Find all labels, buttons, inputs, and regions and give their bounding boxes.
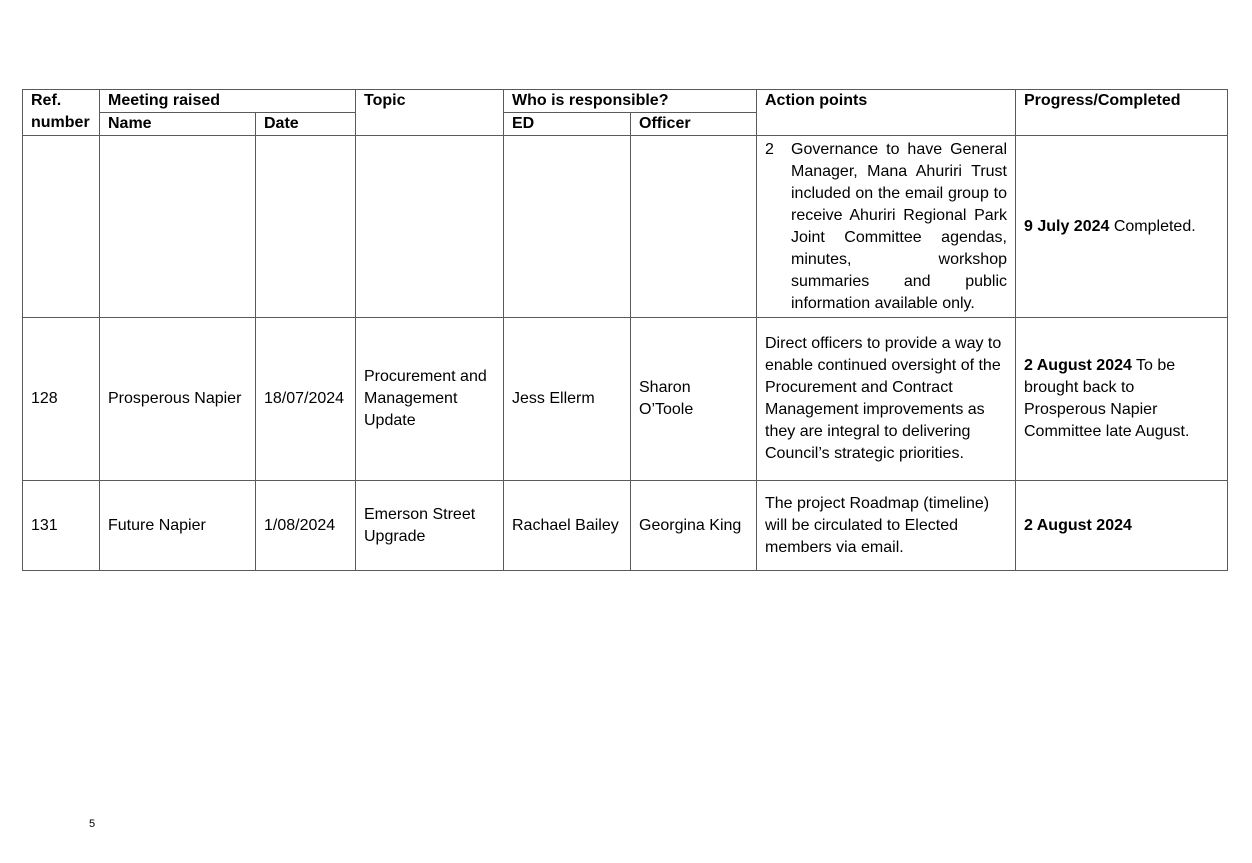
header-topic: Topic (356, 90, 504, 136)
cell-ref: 131 (23, 481, 100, 571)
cell-officer (631, 136, 757, 318)
header-name: Name (100, 113, 256, 136)
cell-date: 1/08/2024 (256, 481, 356, 571)
cell-ref (23, 136, 100, 318)
header-action-points: Action points (757, 90, 1016, 136)
cell-name (100, 136, 256, 318)
header-row-1 (23, 90, 1228, 113)
cell-ed: Rachael Bailey (504, 481, 631, 571)
cell-action: Direct officers to provide a way to enable continued oversight of the Procurement and Contract Management improvements as they are integral to delivering Council’s strategic priorities. (757, 318, 1016, 481)
table-row (23, 318, 1228, 481)
cell-officer: Sharon O’Toole (631, 318, 757, 481)
action-points-table (22, 89, 1228, 571)
cell-ed (504, 136, 631, 318)
cell-name: Prosperous Napier (100, 318, 256, 481)
table-row (23, 136, 1228, 318)
cell-progress (1016, 481, 1228, 571)
numbered-action (765, 139, 1007, 315)
header-date: Date (256, 113, 356, 136)
progress-date: 2 August 2024 (1024, 516, 1132, 534)
cell-ref: 128 (23, 318, 100, 481)
cell-progress (1016, 318, 1228, 481)
progress-date: 2 August 2024 (1024, 357, 1132, 374)
cell-action (757, 136, 1016, 318)
progress-date: 9 July 2024 (1024, 217, 1110, 235)
cell-action: The project Roadmap (timeline) will be circulated to Elected members via email. (757, 481, 1016, 571)
table-row (23, 481, 1228, 571)
action-text: Governance to have General Manager, Mana Ahuriri Trust included on the email group to receive Ahuriri Regional Park Joint Committee agendas, minutes, workshop summaries and public information available only. (791, 140, 1007, 312)
header-officer: Officer (631, 113, 757, 136)
page-number: 5 (89, 818, 96, 830)
cell-topic: Procurement and Management Update (356, 318, 504, 481)
header-meeting-raised: Meeting raised (100, 90, 356, 113)
header-ref-number: Ref. number (23, 90, 100, 136)
cell-ed: Jess Ellerm (504, 318, 631, 481)
cell-officer: Georgina King (631, 481, 757, 571)
cell-topic: Emerson Street Upgrade (356, 481, 504, 571)
progress-text: Completed. (1109, 217, 1196, 235)
progress-text: To be brought back to Prosperous Napier Committee late August. (1024, 357, 1190, 440)
header-who-responsible: Who is responsible? (504, 90, 757, 113)
header-progress: Progress/Completed (1016, 90, 1228, 136)
cell-topic (356, 136, 504, 318)
action-number: 2 (765, 140, 774, 158)
cell-progress (1016, 136, 1228, 318)
cell-name: Future Napier (100, 481, 256, 571)
cell-date: 18/07/2024 (256, 318, 356, 481)
header-ed: ED (504, 113, 631, 136)
cell-date (256, 136, 356, 318)
